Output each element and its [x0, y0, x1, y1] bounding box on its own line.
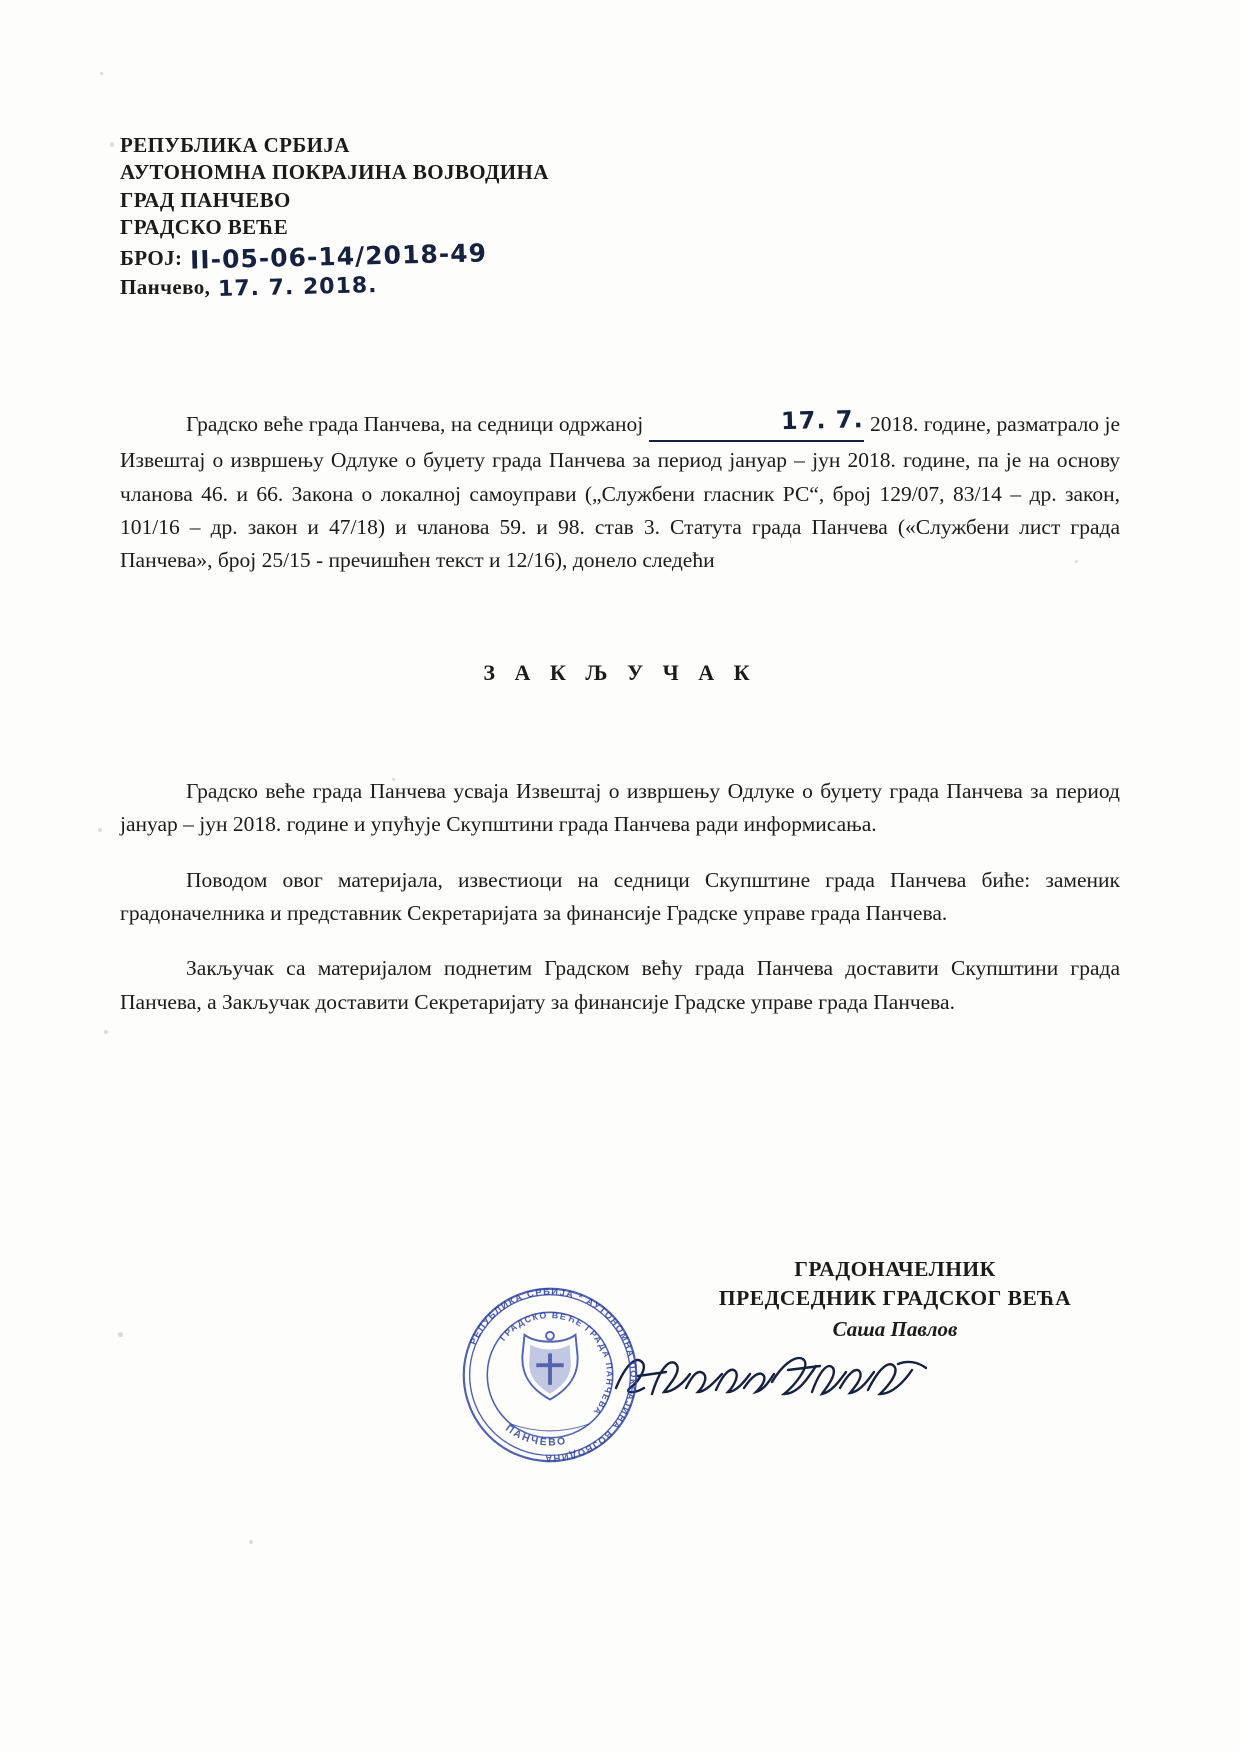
official-stamp: [452, 1277, 648, 1473]
header-line-province: АУТОНОМНА ПОКРАЈИНА ВОЈВОДИНА: [120, 160, 549, 185]
session-date-fill: [649, 403, 864, 442]
document-number-value: II-05-06-14/2018-49: [190, 238, 488, 275]
handwritten-signature-icon: [612, 1348, 932, 1408]
document-header: [120, 132, 549, 302]
document-conclusion-body: [120, 775, 1120, 1041]
header-line-republic: РЕПУБЛИКА СРБИЈА: [120, 133, 350, 157]
document-place-label: Панчево,: [120, 274, 211, 299]
stamp-outer-text: РЕПУБЛИКА СРБИЈА * АУТОНОМНА ПОКРАЈИНА ВОЈВОДИНА: [467, 1286, 639, 1464]
document-title: З А К Љ У Ч А К: [483, 660, 757, 685]
signature-block: [665, 1255, 1125, 1342]
scan-speck: [100, 72, 103, 75]
signature-title-mayor: ГРАДОНАЧЕЛНИК: [794, 1257, 996, 1281]
scan-speck: [118, 1332, 123, 1337]
signature-title-council-president: ПРЕДСЕДНИК ГРАДСКОГ ВЕЋА: [718, 1286, 1072, 1311]
header-line-council: ГРАДСКО ВЕЋЕ: [120, 214, 289, 239]
scan-speck: [104, 1030, 108, 1034]
intro-part-one: Градско веће града Панчева, на седници одржаној: [186, 412, 644, 436]
conclusion-paragraph-3: Закључак са материјалом поднетим Градском већу града Панчева доставити Скупштини града Панчева, а Закључак доставити Секретаријату за финансије Градске управе града Панчева.: [120, 956, 1120, 1014]
intro-paragraph: [120, 405, 1120, 577]
scan-speck: [110, 142, 114, 147]
conclusion-paragraph-2: Поводом овог материјала, известиоци на седници Скупштине града Панчева биће: заменик градоначелника и представник Секретаријата за финансије Градске управе града Панчева.: [120, 867, 1120, 925]
scan-speck: [98, 828, 102, 832]
scan-speck: [249, 1540, 253, 1544]
document-place-row: [120, 274, 549, 303]
header-line-city: ГРАД ПАНЧЕВО: [120, 187, 291, 212]
conclusion-paragraph-1: Градско веће града Панчева усваја Извештај о извршењу Одлуке о буџету града Панчева за период јануар – јун 2018. године и упућује Скупштини града Панчева ради информисања.: [120, 779, 1120, 837]
document-place-date: 17. 7. 2018.: [217, 272, 379, 302]
signature-name: Саша Павлов: [832, 1317, 958, 1342]
coat-of-arms-icon: [522, 1332, 577, 1400]
document-body: [120, 405, 1120, 599]
intro-part-two: 2018. године, разматрало је Извештај о извршењу Одлуке о буџету града Панчева за период јануар – јун 2018. године, па је на основу чланова 46. и 66. Закона о локалној самоуправи („Службени гласник РС“, број 129/07, 83/14 – др. закон, 101/16 – др. закон и 47/18) и чланова 59. и 98. став 3. Статута града Панчева («Службени лист града Панчева», број 25/15 - пречишћен текст и 12/16), донело следећи: [120, 412, 1120, 573]
document-number-label: БРОЈ:: [120, 246, 183, 271]
stamp-bottom-text: ПАНЧЕВО: [503, 1423, 569, 1449]
session-date-handwritten: 17. 7.: [780, 405, 865, 436]
document-number-row: [120, 238, 549, 275]
stamp-inner-text: ГРАДСКО ВЕЋЕ ГРАДА ПАНЧЕВА: [497, 1310, 615, 1418]
